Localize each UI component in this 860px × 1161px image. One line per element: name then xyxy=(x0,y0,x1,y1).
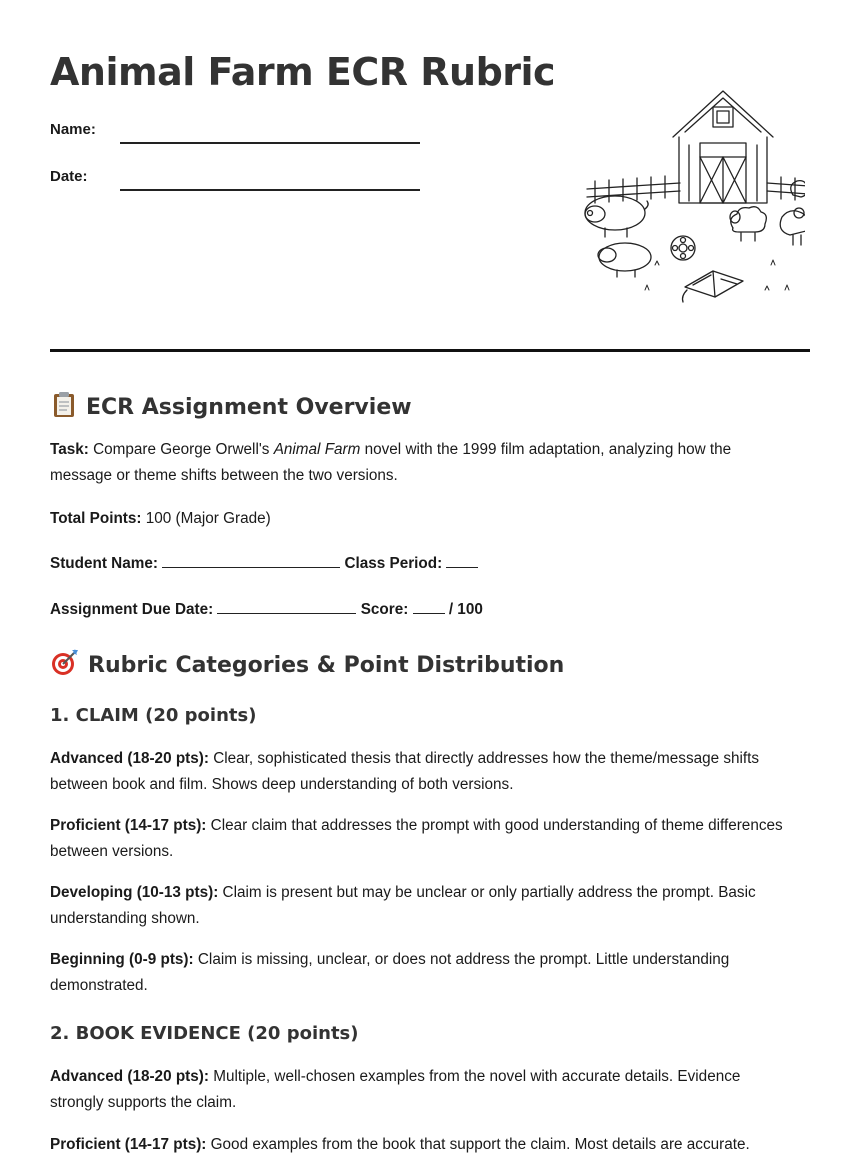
task-label: Task: xyxy=(50,441,89,458)
category-title: 2. BOOK EVIDENCE (20 points) xyxy=(50,1023,359,1044)
level-label: Developing (10-13 pts): xyxy=(50,884,219,901)
sheep-drawing xyxy=(730,207,766,241)
farm-illustration xyxy=(535,85,805,310)
category-title: 1. CLAIM (20 points) xyxy=(50,705,257,726)
score-label: Score: xyxy=(360,601,409,618)
level-text: Claim is present but may be unclear or only partially address the prompt. Basic understanding shown. xyxy=(50,884,756,927)
grass-tufts xyxy=(645,260,789,290)
page-title: Animal Farm ECR Rubric xyxy=(50,50,556,94)
task-paragraph xyxy=(50,437,790,488)
film-reel-drawing xyxy=(671,236,695,260)
due-date-label: Assignment Due Date: xyxy=(50,601,214,618)
student-info-line xyxy=(50,551,790,577)
level-label: Beginning (0-9 pts): xyxy=(50,951,194,968)
rubric-heading-text: Rubric Categories & Point Distribution xyxy=(88,652,565,678)
name-label: Name: xyxy=(50,121,96,138)
level-text: Clear claim that addresses the prompt with good understanding of theme differences between versions. xyxy=(50,817,783,860)
score-suffix: / 100 xyxy=(448,601,483,618)
total-points-value: 100 (Major Grade) xyxy=(141,510,271,527)
rubric-level xyxy=(50,880,790,931)
pig-drawing-2 xyxy=(598,243,651,277)
level-text: Clear, sophisticated thesis that directly addresses how the theme/message shifts between book and film. Shows deep understanding of both versions. xyxy=(50,750,760,793)
open-book-drawing xyxy=(683,271,744,302)
overview-heading-text: ECR Assignment Overview xyxy=(86,394,412,420)
task-text-2: novel with the 1999 film adaptation, analyzing how the message or theme shifts between the two versions. xyxy=(50,441,732,484)
due-date-line xyxy=(50,597,790,623)
level-text: Multiple, well-chosen examples from the novel with accurate details. Evidence strongly supports the claim. xyxy=(50,1068,741,1111)
total-points-label: Total Points: xyxy=(50,510,142,527)
class-period-blank xyxy=(446,553,478,568)
rubric-level xyxy=(50,947,790,998)
rubric-level xyxy=(50,1132,790,1158)
date-blank-line xyxy=(120,189,420,191)
clipboard-icon xyxy=(50,390,78,424)
due-date-blank xyxy=(217,599,356,614)
student-name-blank xyxy=(162,553,340,568)
header-divider xyxy=(50,349,810,352)
level-label: Proficient (14-17 pts): xyxy=(50,1136,207,1153)
date-label: Date: xyxy=(50,168,88,185)
task-text-italic: Animal Farm xyxy=(273,441,361,458)
rubric-level xyxy=(50,813,790,864)
overview-heading xyxy=(50,390,412,424)
task-text-1: Compare George Orwell's xyxy=(88,441,274,458)
rubric-level xyxy=(50,1064,790,1115)
rubric-heading xyxy=(50,648,564,682)
level-label: Advanced (18-20 pts): xyxy=(50,1068,209,1085)
score-blank xyxy=(413,599,445,614)
name-blank-line xyxy=(120,142,420,144)
level-text: Claim is missing, unclear, or does not address the prompt. Little understanding demonstrated. xyxy=(50,951,730,994)
class-period-label: Class Period: xyxy=(344,555,443,572)
barn-drawing xyxy=(673,91,773,203)
rubric-level xyxy=(50,746,790,797)
student-name-label: Student Name: xyxy=(50,555,158,572)
target-dart-icon xyxy=(50,648,80,682)
chicken-drawing xyxy=(780,181,805,245)
total-points-line xyxy=(50,506,790,532)
level-text: Good examples from the book that support the claim. Most details are accurate. xyxy=(206,1136,750,1153)
level-label: Proficient (14-17 pts): xyxy=(50,817,207,834)
level-label: Advanced (18-20 pts): xyxy=(50,750,209,767)
